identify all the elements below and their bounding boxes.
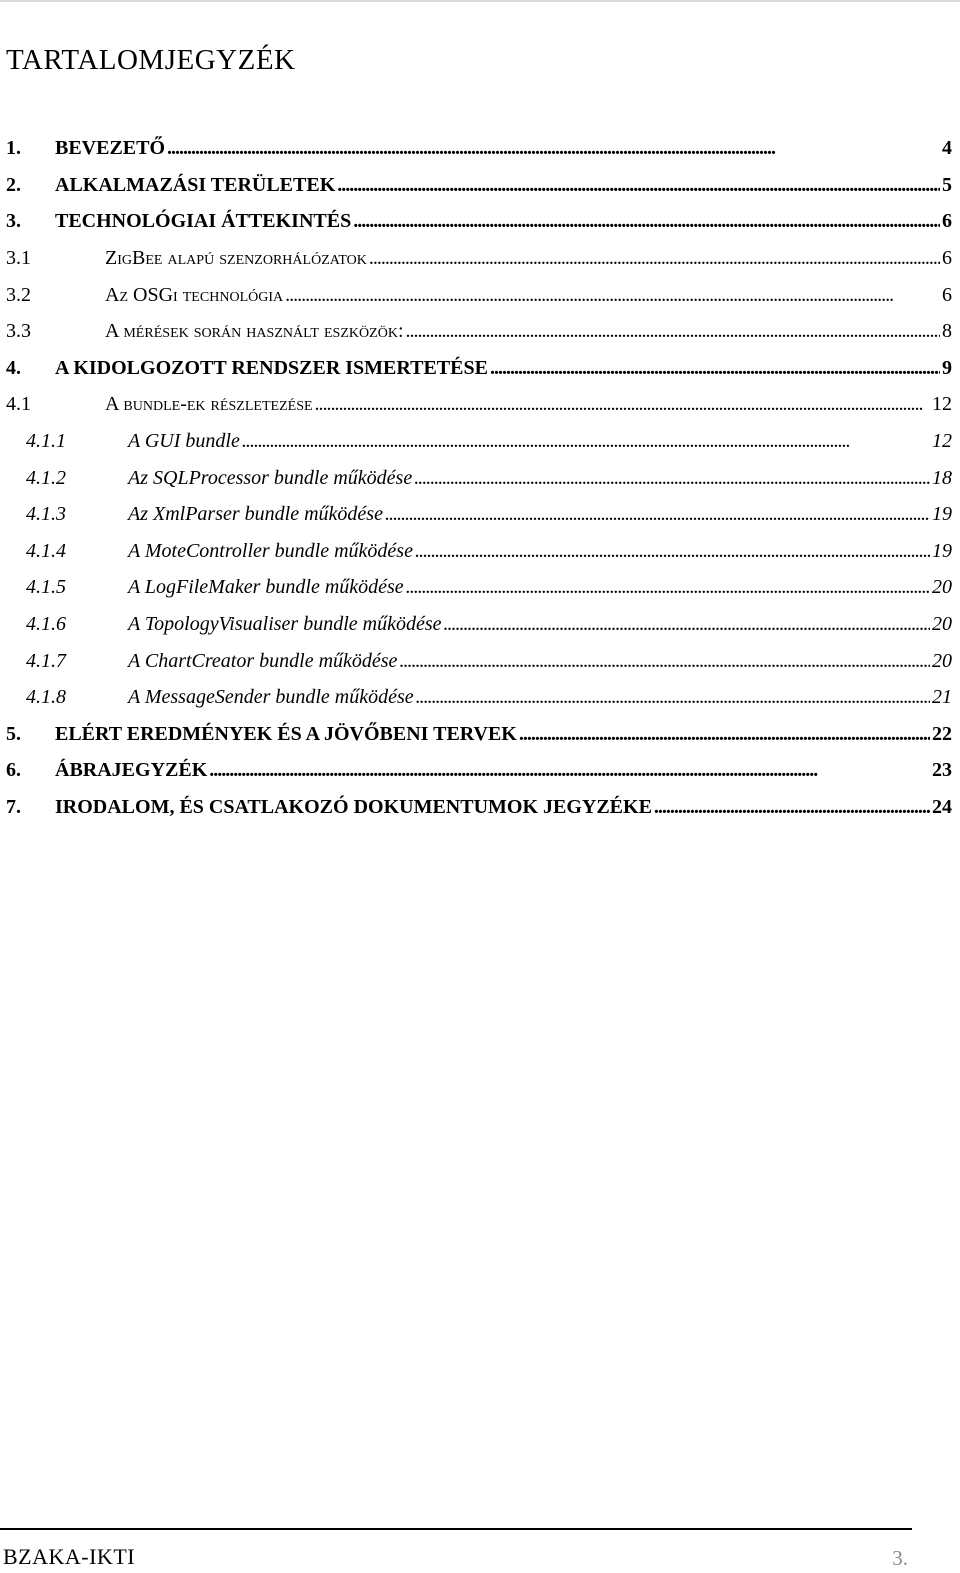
toc-entry-title: TECHNOLÓGIAI ÁTTEKINTÉS — [55, 210, 352, 233]
toc-entry-page: 5 — [942, 173, 952, 196]
toc-entry-title: A MessageSender bundle működése — [128, 686, 414, 709]
footer-document-id: BZAKA-IKTI — [3, 1544, 136, 1569]
toc-entry[interactable] — [0, 459, 960, 496]
toc-entry-title: Az XmlParser bundle működése — [128, 503, 383, 526]
toc-entry-page: 6 — [942, 210, 952, 233]
toc-entry-number: 4.1.2 — [26, 466, 66, 489]
toc-dot-leader — [337, 175, 940, 195]
toc-dot-leader — [399, 651, 930, 671]
toc-entry-title: IRODALOM, ÉS CSATLAKOZÓ DOKUMENTUMOK JEGYZÉKE — [55, 795, 652, 818]
toc-entry-title: A bundle-ek részletezése — [105, 393, 313, 416]
toc-entry-body — [55, 211, 952, 231]
toc-entry[interactable] — [0, 130, 960, 167]
toc-entry-page: 6 — [942, 247, 952, 270]
toc-dot-leader — [385, 504, 930, 524]
toc-entry-body — [55, 138, 952, 158]
toc-entry-number: 7. — [6, 795, 21, 818]
toc-dot-leader — [242, 431, 930, 451]
toc-entry-body — [55, 760, 952, 780]
toc-entry[interactable] — [0, 313, 960, 350]
toc-entry[interactable] — [0, 716, 960, 753]
toc-entry[interactable] — [0, 276, 960, 313]
toc-entry-page: 12 — [932, 393, 952, 416]
toc-entry[interactable] — [0, 240, 960, 277]
toc-entry-number: 4.1 — [6, 393, 31, 416]
toc-entry[interactable] — [0, 423, 960, 460]
toc-dot-leader — [406, 321, 940, 341]
toc-entry-title: ZigBee alapú szenzorhálózatok — [105, 247, 367, 270]
toc-entry-body — [128, 614, 952, 634]
toc-entry-number: 4.1.1 — [26, 430, 66, 453]
toc-entry-page: 22 — [932, 722, 952, 745]
toc-entry-title: BEVEZETŐ — [55, 137, 166, 160]
toc-entry-number: 4.1.4 — [26, 539, 66, 562]
toc-entry-page: 8 — [942, 320, 952, 343]
toc-dot-leader — [406, 577, 930, 597]
toc-entry-body — [105, 394, 952, 414]
toc-dot-leader — [414, 468, 930, 488]
toc-entry-number: 4.1.5 — [26, 576, 66, 599]
toc-entry-title: ELÉRT EREDMÉNYEK ÉS A JÖVŐBENI TERVEK — [55, 722, 517, 745]
toc-entry-title: Az OSGi technológia — [105, 283, 284, 306]
toc-entry[interactable] — [0, 350, 960, 387]
toc-entry-body — [55, 358, 952, 378]
toc-entry-title: A TopologyVisualiser bundle működése — [128, 613, 442, 636]
toc-dot-leader — [167, 138, 940, 158]
toc-entry-body — [105, 248, 952, 268]
footer-page-number: 3. — [892, 1546, 908, 1570]
toc-entry[interactable] — [0, 533, 960, 570]
toc-entry-body — [55, 797, 952, 817]
toc-entry-page: 20 — [932, 576, 952, 599]
toc-entry-page: 20 — [932, 613, 952, 636]
toc-entry-number: 4.1.3 — [26, 503, 66, 526]
toc-entry-page: 12 — [932, 430, 952, 453]
toc-dot-leader — [444, 614, 931, 634]
toc-entry[interactable] — [0, 752, 960, 789]
toc-entry-body — [128, 468, 952, 488]
toc-entry-body — [55, 724, 952, 744]
toc-entry[interactable] — [0, 569, 960, 606]
toc-entry-body — [128, 504, 952, 524]
toc-entry-title: ÁBRAJEGYZÉK — [55, 759, 208, 782]
toc-entry-body — [128, 577, 952, 597]
toc-entry-number: 2. — [6, 173, 21, 196]
toc-entry[interactable] — [0, 642, 960, 679]
toc-entry-body — [55, 175, 952, 195]
toc-dot-leader — [285, 285, 940, 305]
toc-entry-body — [105, 321, 952, 341]
toc-dot-leader — [353, 211, 940, 231]
footer-divider — [0, 1528, 912, 1530]
toc-entry-body — [128, 687, 952, 707]
toc-dot-leader — [416, 687, 930, 707]
table-of-contents — [0, 130, 960, 825]
toc-entry-body — [128, 431, 952, 451]
toc-entry[interactable] — [0, 606, 960, 643]
toc-dot-leader — [315, 394, 930, 414]
toc-dot-leader — [490, 358, 940, 378]
toc-entry-page: 20 — [932, 649, 952, 672]
toc-entry-title: Az SQLProcessor bundle működése — [128, 466, 413, 489]
toc-entry-number: 4.1.8 — [26, 686, 66, 709]
toc-entry-number: 1. — [6, 137, 21, 160]
toc-entry-body — [128, 651, 952, 671]
toc-entry[interactable] — [0, 789, 960, 826]
toc-entry-number: 3. — [6, 210, 21, 233]
toc-entry-page: 19 — [932, 539, 952, 562]
toc-entry-title: A KIDOLGOZOTT RENDSZER ISMERTETÉSE — [55, 356, 488, 379]
toc-entry[interactable] — [0, 167, 960, 204]
toc-dot-leader — [415, 541, 930, 561]
toc-entry-body — [128, 541, 952, 561]
toc-entry[interactable] — [0, 203, 960, 240]
toc-dot-leader — [654, 797, 930, 817]
toc-entry[interactable] — [0, 496, 960, 533]
toc-entry-page: 19 — [932, 503, 952, 526]
toc-entry-page: 21 — [932, 686, 952, 709]
toc-entry-page: 6 — [942, 283, 952, 306]
top-divider — [0, 0, 960, 2]
toc-entry-page: 9 — [942, 356, 952, 379]
toc-entry-page: 4 — [942, 137, 952, 160]
toc-entry-title: ALKALMAZÁSI TERÜLETEK — [55, 173, 336, 196]
toc-entry-title: A mérések során használt eszközök: — [105, 320, 404, 343]
toc-entry-number: 5. — [6, 722, 21, 745]
toc-entry-number: 4.1.6 — [26, 613, 66, 636]
toc-entry-number: 4. — [6, 356, 21, 379]
page-title: TARTALOMJEGYZÉK — [6, 44, 296, 76]
toc-entry-number: 3.3 — [6, 320, 31, 343]
toc-entry[interactable] — [0, 679, 960, 716]
toc-entry-title: A LogFileMaker bundle működése — [128, 576, 404, 599]
toc-entry-page: 23 — [932, 759, 952, 782]
toc-entry-number: 6. — [6, 759, 21, 782]
toc-entry-title: A GUI bundle — [128, 430, 240, 453]
toc-dot-leader — [519, 724, 930, 744]
toc-entry-number: 3.2 — [6, 283, 31, 306]
toc-entry-page: 18 — [932, 466, 952, 489]
toc-entry-title: A MoteController bundle működése — [128, 539, 413, 562]
toc-entry[interactable] — [0, 386, 960, 423]
toc-dot-leader — [369, 248, 940, 268]
toc-dot-leader — [209, 760, 930, 780]
toc-entry-page: 24 — [932, 795, 952, 818]
toc-entry-number: 4.1.7 — [26, 649, 66, 672]
toc-entry-body — [105, 285, 952, 305]
toc-entry-number: 3.1 — [6, 247, 31, 270]
toc-entry-title: A ChartCreator bundle működése — [128, 649, 398, 672]
